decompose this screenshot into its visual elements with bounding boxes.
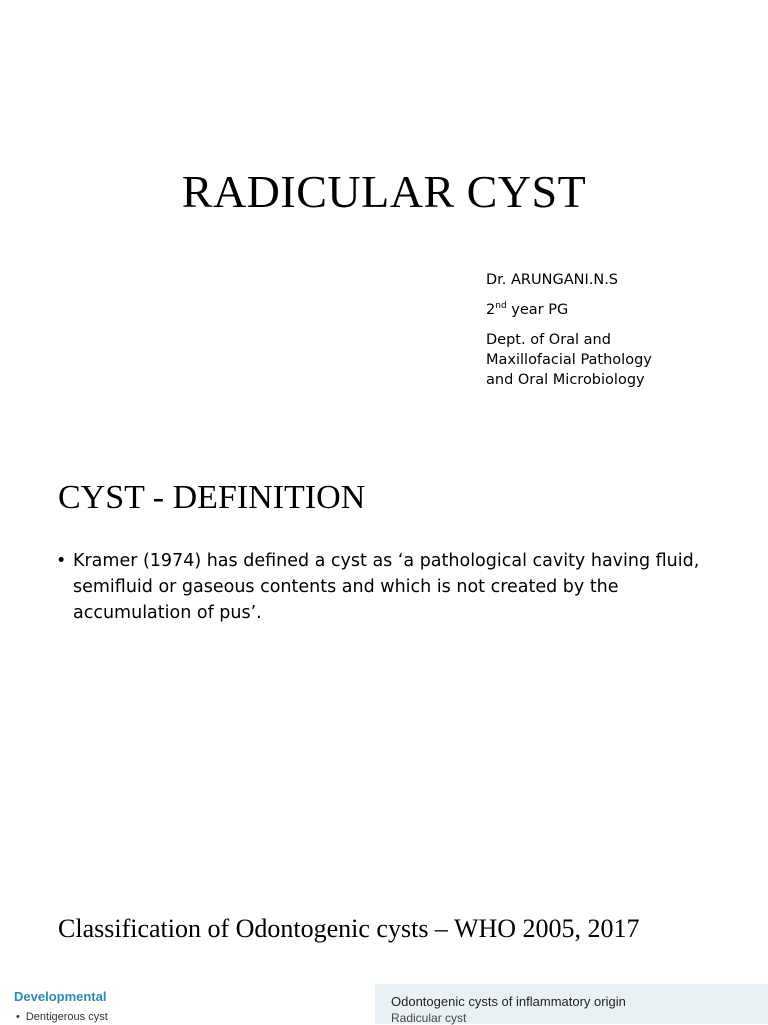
developmental-item (16, 1010, 108, 1024)
bullet-dot: • (16, 1011, 20, 1023)
classification-heading: Classification of Odontogenic cysts – WHO 2005, 2017 (58, 914, 640, 943)
author-year (486, 300, 756, 320)
author-block (486, 270, 756, 390)
author-name: Dr. ARUNGANI.N.S (486, 272, 619, 288)
slide-title (0, 0, 768, 432)
inflammatory-heading: Odontogenic cysts of inflammatory origin (391, 994, 626, 1009)
author-year-ordinal: nd (495, 301, 507, 311)
author-dept-line-3: and Oral Microbiology (486, 372, 645, 388)
slide-title-heading: RADICULAR CYST (181, 166, 587, 217)
slide-classification (0, 864, 768, 1024)
author-year-text: year PG (506, 302, 569, 318)
inflammatory-item: Radicular cyst (391, 1011, 467, 1025)
bullet-dot: • (56, 551, 67, 571)
developmental-item-text: Dentigerous cyst (25, 1011, 108, 1023)
slide-definition (0, 432, 768, 864)
author-year-number: 2 (486, 302, 496, 318)
definition-heading: CYST - DEFINITION (58, 479, 366, 516)
author-dept-line-2: Maxillofacial Pathology (486, 352, 652, 368)
definition-bullet-item (56, 548, 736, 626)
definition-text: Kramer (1974) has defined a cyst as ‘a pathological cavity having fluid, semifluid or gaseous contents and which is not created by the accumulation of pus’. (73, 551, 700, 623)
developmental-heading: Developmental (14, 989, 107, 1004)
author-dept-line-1: Dept. of Oral and (486, 332, 611, 348)
inflammatory-panel (375, 984, 768, 1024)
